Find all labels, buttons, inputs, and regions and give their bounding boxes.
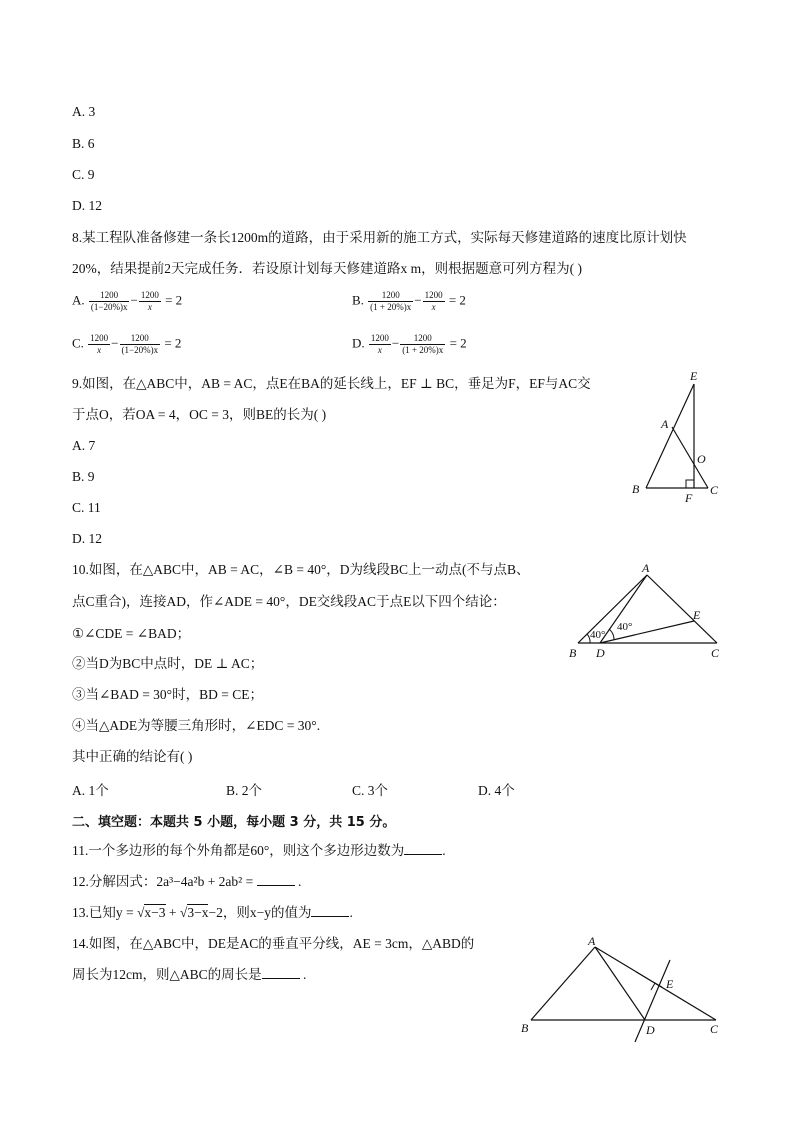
label-B: B — [569, 646, 577, 660]
q7-option-d: D. 12 — [72, 198, 102, 213]
right-angle-mark — [686, 480, 694, 488]
q10-stem-line2: 点C重合)，连接AD，作∠ADE = 40°，DE交线段AC于点E以下四个结论： — [72, 594, 506, 609]
fraction: $\frac{1200}{x}$ — [90, 333, 109, 355]
label-D: D — [596, 646, 605, 660]
fraction: $\frac{1200}{(1-20\%)x}$ — [121, 333, 159, 355]
q10-figure — [560, 560, 730, 665]
angle-label-2: 40° — [617, 621, 633, 633]
q10-statement-3: ③当∠BAD = 30°时，BD = CE； — [72, 687, 263, 702]
label-B: B — [521, 1021, 529, 1035]
label-C: C — [711, 646, 720, 660]
angle-arc-D — [609, 629, 614, 640]
label-E: E — [693, 608, 701, 622]
q8-option-d: D. $\frac{1200}{x}$ − $\frac{1200}{(1 + 20\%)x}$ = 2 — [352, 333, 467, 355]
segment-AC — [647, 575, 717, 643]
label-B: B — [632, 482, 640, 496]
q7-option-a: A. 3 — [72, 104, 96, 119]
segment-BE — [646, 384, 694, 488]
q9-option-b: B. 9 — [72, 469, 95, 484]
q8-stem-line2: 20%，结果提前2天完成任务．若设原计划每天修建道路x m，则根据题意可列方程为( ) — [72, 261, 582, 276]
q10-option-c: C. 3个 — [352, 783, 389, 798]
q10-statement-4: ④当△ADE为等腰三角形时，∠EDC = 30°. — [72, 718, 321, 733]
q11: 11.一个多边形的每个外角都是60°，则这个多边形边数为 . — [72, 843, 446, 858]
segment-AD — [595, 947, 645, 1020]
answer-blank — [311, 904, 349, 917]
q14-figure — [515, 935, 735, 1050]
q9-option-d: D. 12 — [72, 531, 102, 546]
q9-figure — [620, 370, 730, 510]
label-O: O — [697, 452, 706, 466]
label-A: A — [642, 561, 650, 575]
fraction: $\frac{1200}{x}$ — [140, 290, 159, 312]
q10-question: 其中正确的结论有( ) — [72, 749, 193, 764]
sqrt-1: √x−3 — [137, 905, 166, 920]
q7-option-c: C. 9 — [72, 167, 95, 182]
q8-stem-line1: 8.某工程队准备修建一条长1200m的道路，由于采用新的施工方式，实际每天修建道路的速度比原计划快 — [72, 230, 687, 245]
label-E: E — [666, 977, 674, 991]
label-A: A — [588, 934, 596, 948]
answer-blank — [257, 873, 295, 886]
q8-option-a: A. $\frac{1200}{(1-20\%)x}$ − $\frac{1200}{x}$ = 2 — [72, 290, 183, 312]
fraction: $\frac{1200}{(1-20\%)x}$ — [90, 290, 128, 312]
q9-stem-line2: 于点O，若OA = 4，OC = 3，则BE的长为( ) — [72, 407, 327, 422]
q7-option-b: B. 6 — [72, 136, 95, 151]
label-A: A — [661, 417, 669, 431]
q9-option-a: A. 7 — [72, 438, 96, 453]
label-C: C — [710, 483, 719, 497]
q10-option-a: A. 1个 — [72, 783, 109, 798]
q8-option-c: C. $\frac{1200}{x}$ − $\frac{1200}{(1-20\%)x}$ = 2 — [72, 333, 182, 355]
q10-statement-1: ①∠CDE = ∠BAD； — [72, 626, 191, 641]
fraction: $\frac{1200}{(1 + 20\%)x}$ — [370, 290, 412, 312]
label-F: F — [685, 491, 693, 505]
q8-option-b: B. $\frac{1200}{(1 + 20\%)x}$ − $\frac{1200}{x}$ = 2 — [352, 290, 466, 312]
q9-option-c: C. 11 — [72, 500, 101, 515]
answer-blank — [404, 842, 442, 855]
q10-stem-line1: 10.如图，在△ABC中，AB = AC，∠B = 40°，D为线段BC上一动点(不与点B、 — [72, 562, 530, 577]
q13: 13.已知y = √x−3 + √3−x−2，则x−y的值为 . — [72, 905, 353, 920]
fraction: $\frac{1200}{x}$ — [424, 290, 443, 312]
q9-stem-line1: 9.如图，在△ABC中，AB = AC，点E在BA的延长线上，EF ⊥ BC，垂足为F，EF与AC交 — [72, 376, 591, 391]
label-D: D — [646, 1023, 655, 1037]
q10-option-d: D. 4个 — [478, 783, 515, 798]
sqrt-2: √3−x — [179, 905, 209, 920]
label-E: E — [690, 369, 698, 383]
q12: 12.分解因式：2a³−4a²b + 2ab² = . — [72, 874, 302, 889]
answer-blank — [262, 966, 300, 979]
angle-label-1: 40° — [590, 629, 606, 641]
section-heading: 二、填空题：本题共 5 小题，每小题 3 分，共 15 分。 — [72, 815, 396, 830]
q10-option-b: B. 2个 — [226, 783, 263, 798]
fraction: $\frac{1200}{(1 + 20\%)x}$ — [402, 333, 444, 355]
q14-stem-line1: 14.如图，在△ABC中，DE是AC的垂直平分线，AE = 3cm，△ABD的 — [72, 936, 475, 951]
q14-stem-line2: 周长为12cm，则△ABC的周长是 . — [72, 967, 307, 982]
segment-AB — [531, 947, 595, 1020]
fraction: $\frac{1200}{x}$ — [370, 333, 389, 355]
label-C: C — [710, 1022, 719, 1036]
q10-statement-2: ②当D为BC中点时，DE ⊥ AC； — [72, 656, 264, 671]
